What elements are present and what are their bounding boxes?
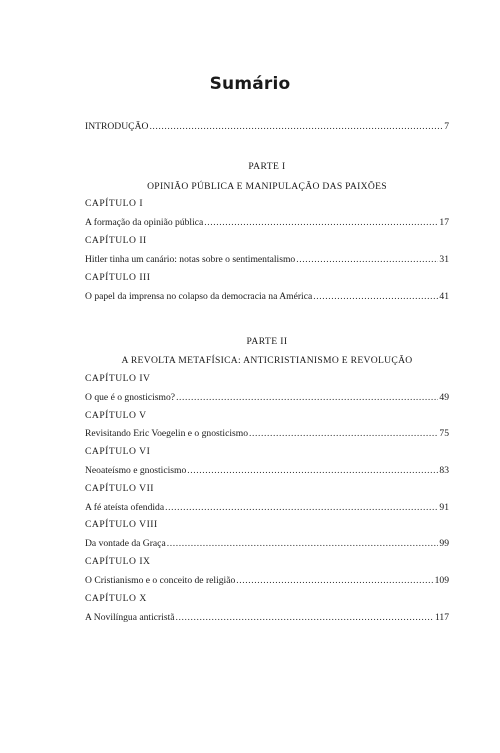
part-1-section (85, 161, 449, 303)
toc-entry-chapter-10[interactable] (85, 612, 449, 624)
toc-entry-page: 109 (434, 575, 449, 586)
toc-entry-chapter-5[interactable] (85, 428, 449, 446)
part-1-subtitle: OPINIÃO PÚBLICA E MANIPULAÇÃO DAS PAIXÕES (147, 181, 387, 192)
toc-entry-label: A fé ateísta ofendida (85, 502, 165, 513)
page-title: Sumário (209, 74, 291, 94)
chapter-7-heading: CAPÍTULO VII (85, 483, 154, 494)
toc-entry-label: O Cristianismo e o conceito de religião (85, 575, 236, 586)
chapter-5-heading: CAPÍTULO V (85, 410, 147, 421)
toc-entry-chapter-9[interactable] (85, 575, 449, 593)
toc-entry-chapter-8[interactable] (85, 538, 449, 556)
dot-leader (176, 612, 434, 624)
toc-entry-page: 91 (439, 502, 449, 513)
dot-leader (204, 217, 438, 229)
dot-leader (165, 502, 438, 514)
toc-entry-page: 17 (439, 217, 449, 228)
toc-entry-page: 117 (434, 612, 449, 623)
toc-entry-page: 41 (439, 291, 449, 302)
part-1-title: PARTE I (248, 161, 286, 172)
chapter-4-heading: CAPÍTULO IV (85, 373, 151, 384)
toc-entry-label: Hitler tinha um canário: notas sobre o sentimentalismo (85, 254, 296, 265)
chapter-2-heading: CAPÍTULO II (85, 235, 147, 246)
toc-entry-label: A Novilíngua anticristã (85, 612, 175, 623)
toc-intro (85, 121, 449, 133)
toc-entry-page: 49 (439, 392, 449, 403)
dot-leader (296, 254, 438, 266)
chapter-8-heading: CAPÍTULO VIII (85, 519, 158, 530)
part-2-title: PARTE II (246, 336, 288, 347)
dot-leader (187, 465, 438, 477)
dot-leader (149, 121, 443, 133)
toc-entry-page: 7 (444, 121, 449, 132)
toc-entry-chapter-3[interactable] (85, 291, 449, 303)
toc-entry-page: 31 (439, 254, 449, 265)
toc-entry-label: INTRODUÇÃO (85, 121, 149, 132)
chapter-9-heading: CAPÍTULO IX (85, 556, 151, 567)
dot-leader (249, 428, 438, 440)
toc-entry-chapter-4[interactable] (85, 392, 449, 410)
part-2-section (85, 336, 449, 624)
toc-entry-page: 83 (439, 465, 449, 476)
toc-entry-chapter-7[interactable] (85, 502, 449, 519)
toc-entry-label: O papel da imprensa no colapso da democracia na América (85, 291, 313, 302)
toc-entry-chapter-2[interactable] (85, 254, 449, 272)
toc-entry-page: 75 (439, 428, 449, 439)
dot-leader (236, 575, 433, 587)
toc-entry-intro[interactable] (85, 121, 449, 133)
toc-entry-label: O que é o gnosticismo? (85, 392, 176, 403)
toc-entry-chapter-6[interactable] (85, 465, 449, 483)
chapter-3-heading: CAPÍTULO III (85, 272, 151, 283)
dot-leader (167, 538, 439, 550)
chapter-10-heading: CAPÍTULO X (85, 593, 147, 604)
chapter-6-heading: CAPÍTULO VI (85, 446, 151, 457)
dot-leader (313, 291, 438, 303)
toc-entry-label: Neoateísmo e gnosticismo (85, 465, 187, 476)
chapter-1-heading: CAPÍTULO I (85, 198, 144, 209)
toc-entry-label: Revisitando Eric Voegelin e o gnosticismo (85, 428, 248, 439)
toc-entry-chapter-1[interactable] (85, 217, 449, 235)
part-2-subtitle: A REVOLTA METAFÍSICA: ANTICRISTIANISMO E REVOLUÇÃO (121, 355, 413, 366)
toc-entry-label: Da vontade da Graça (85, 538, 166, 549)
toc-entry-page: 99 (439, 538, 449, 549)
dot-leader (176, 392, 438, 404)
toc-entry-label: A formação da opinião pública (85, 217, 204, 228)
